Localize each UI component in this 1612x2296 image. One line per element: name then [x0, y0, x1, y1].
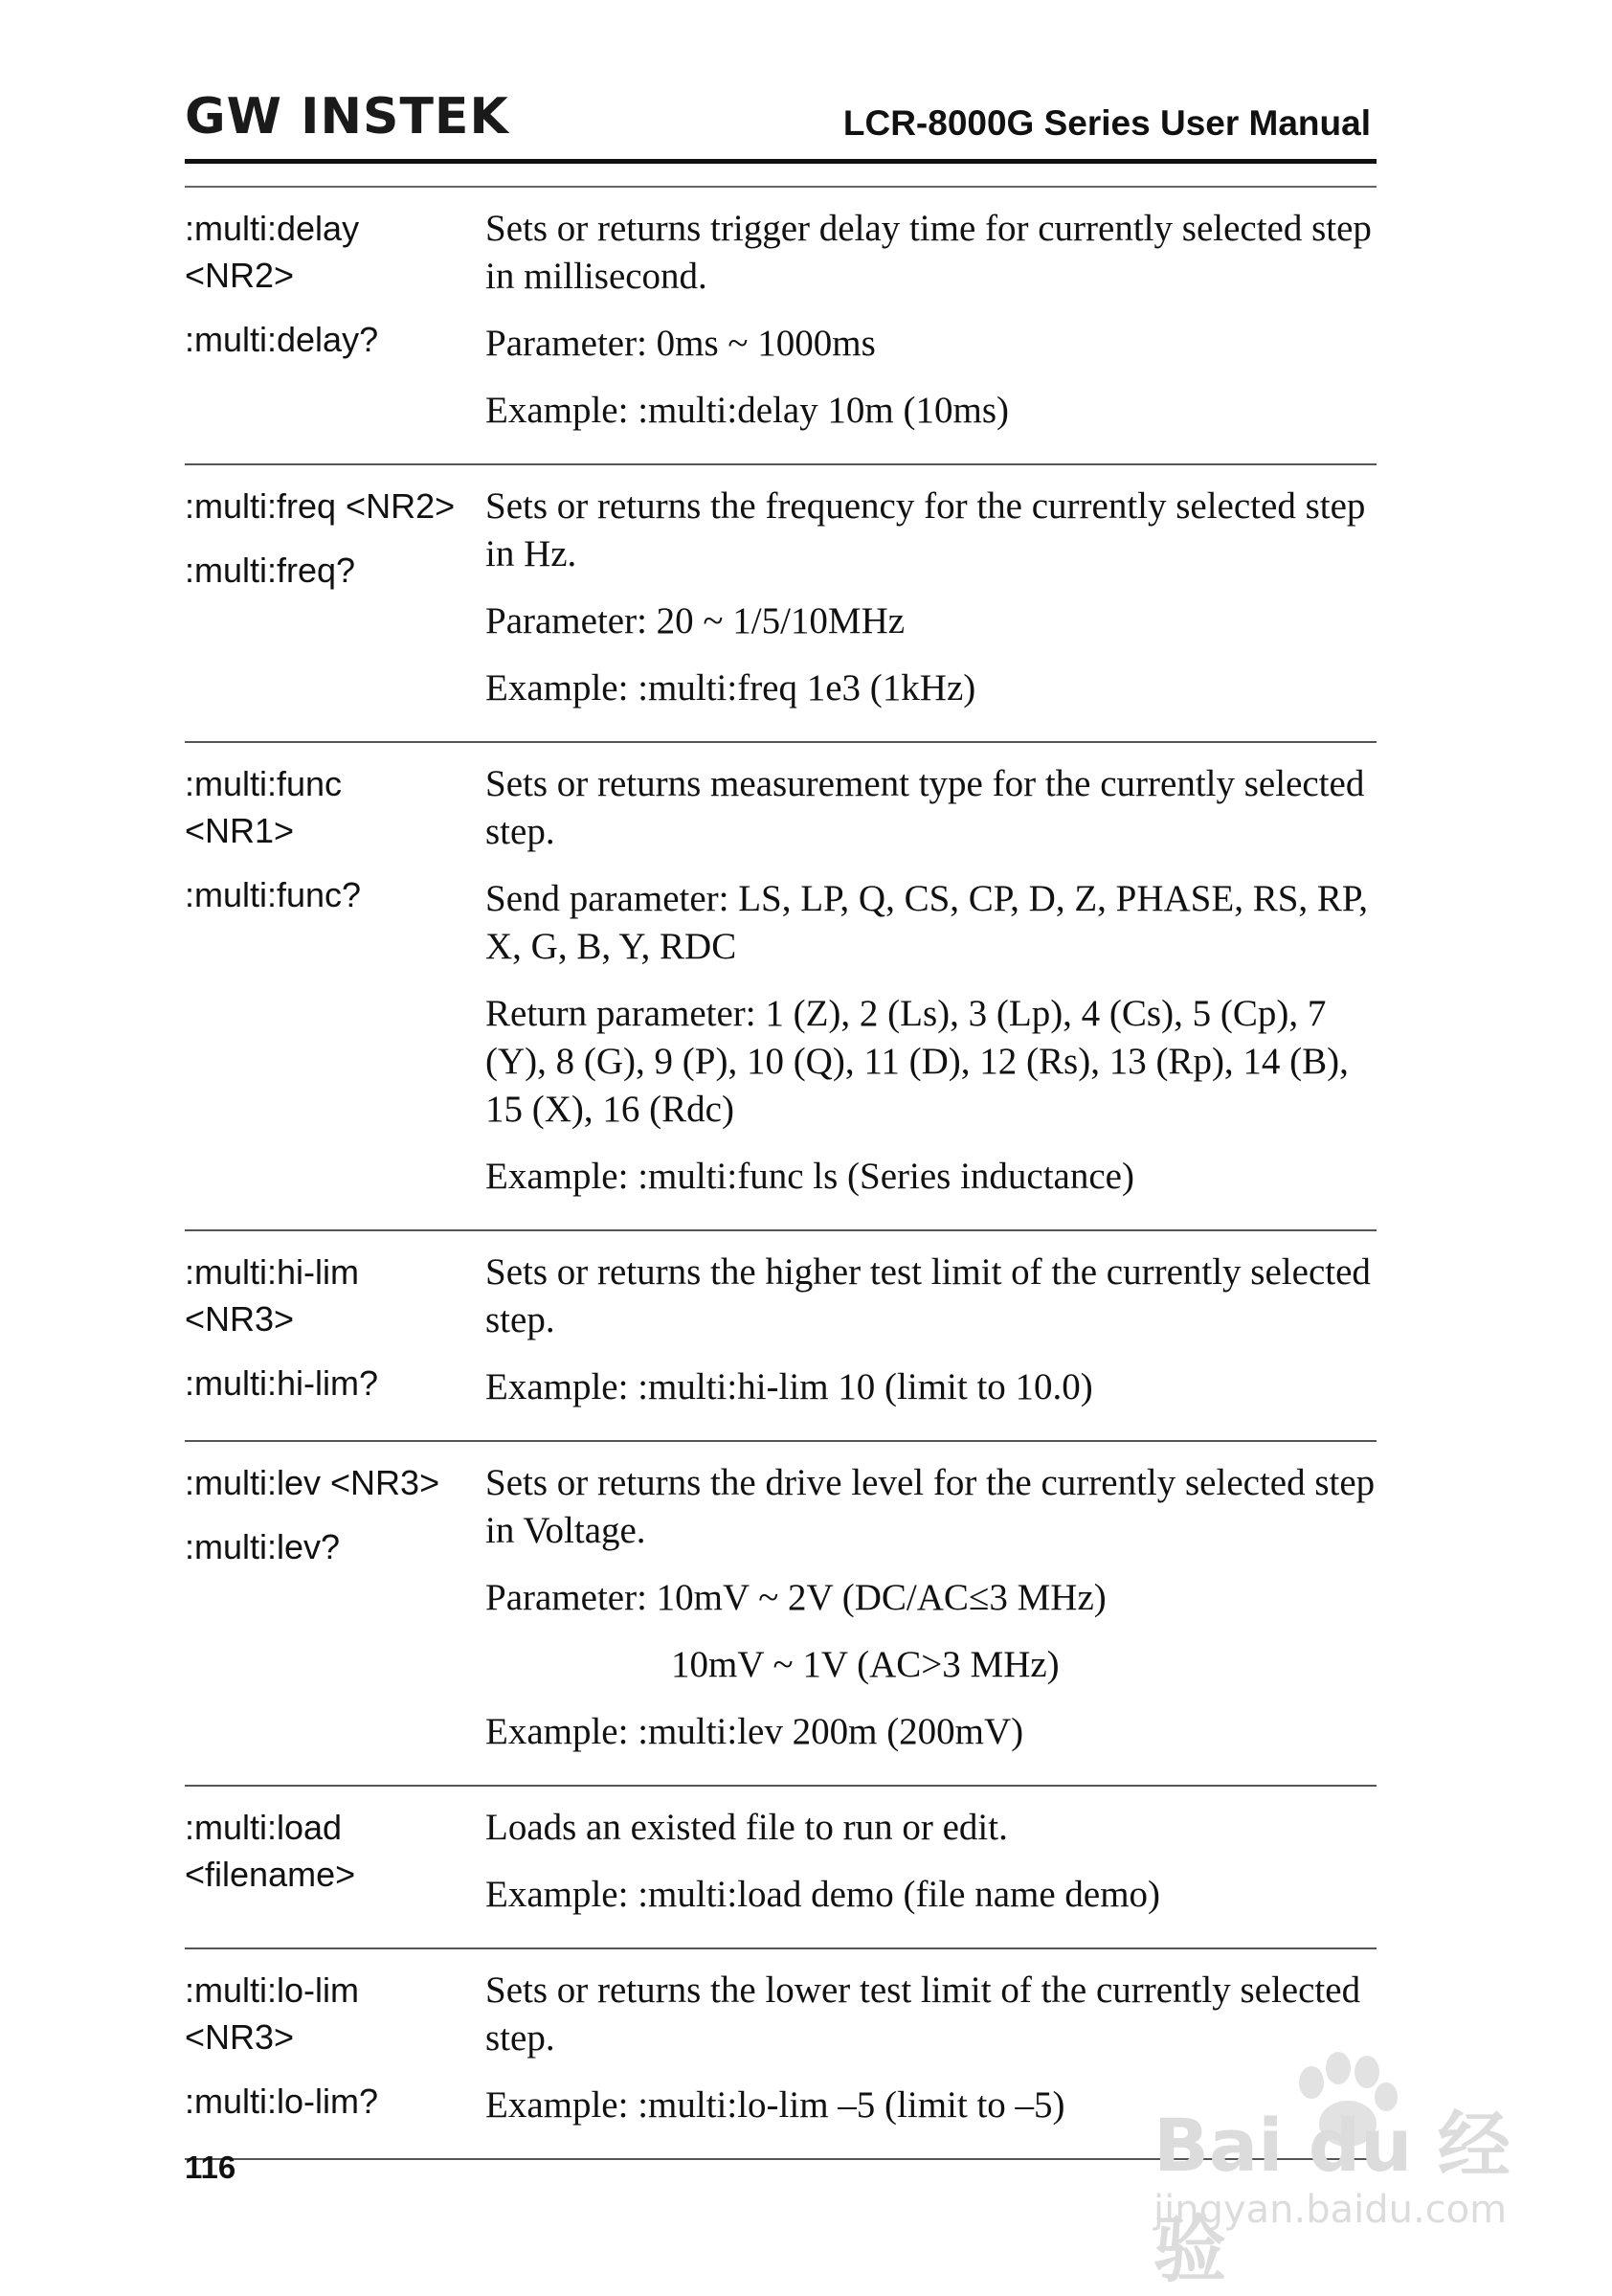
description-cell — [485, 760, 1377, 1220]
command-table — [185, 188, 1377, 2160]
command-query: :multi:lev? — [185, 1527, 341, 1566]
description-text: Sets or returns measurement type for the currently selected step. — [485, 763, 1365, 852]
command-syntax: :multi:delay <NR2> — [185, 209, 360, 295]
gw-instek-logo: GW INSTEK — [185, 88, 509, 146]
example-text: Example: :multi:load demo (file name demo) — [485, 1874, 1161, 1915]
description-text: Loads an existed file to run or edit. — [485, 1807, 1008, 1848]
table-row-multi-delay — [185, 188, 1377, 465]
parameter-text: Parameter: 0ms ~ 1000ms — [485, 323, 876, 364]
command-query: :multi:func? — [185, 875, 362, 914]
table-row-multi-freq — [185, 465, 1377, 743]
example-text: Example: :multi:hi-lim 10 (limit to 10.0) — [485, 1366, 1093, 1407]
command-cell — [185, 1459, 485, 1775]
command-cell — [185, 1804, 485, 1938]
description-text: Sets or returns the lower test limit of the currently selected step. — [485, 1970, 1361, 2059]
watermark-url: jingyan.baidu.com — [1153, 2188, 1508, 2232]
table-row-multi-hi-lim — [185, 1231, 1377, 1442]
command-cell — [185, 1249, 485, 1430]
example-text: Example: :multi:func ls (Series inductance) — [485, 1156, 1134, 1197]
watermark-brand: Bai du 经验 — [1153, 2103, 1511, 2292]
description-cell — [485, 1249, 1377, 1430]
example-text: Example: :multi:delay 10m (10ms) — [485, 390, 1009, 431]
description-cell — [485, 1459, 1377, 1775]
command-cell — [185, 1967, 485, 2149]
command-query: :multi:delay? — [185, 320, 379, 359]
command-syntax: :multi:freq <NR2> — [185, 486, 456, 526]
command-syntax: :multi:lev <NR3> — [185, 1463, 440, 1502]
example-text: Example: :multi:lo-lim –5 (limit to –5) — [485, 2084, 1065, 2126]
send-parameter-text: Send parameter: LS, LP, Q, CS, CP, D, Z, PHASE, RS, RP, X, G, B, Y, RDC — [485, 878, 1369, 967]
description-text: Sets or returns the frequency for the currently selected step in Hz. — [485, 485, 1366, 574]
command-syntax: :multi:load <filename> — [185, 1808, 356, 1894]
command-syntax: :multi:func <NR1> — [185, 764, 343, 850]
description-text: Sets or returns trigger delay time for currently selected step in millisecond. — [485, 208, 1372, 297]
page-number: 116 — [185, 2150, 236, 2185]
command-cell — [185, 483, 485, 732]
command-query: :multi:freq? — [185, 551, 356, 590]
page-header — [185, 88, 1377, 184]
example-text: Example: :multi:lev 200m (200mV) — [485, 1711, 1024, 1752]
table-row-multi-func — [185, 743, 1377, 1231]
description-cell — [485, 483, 1377, 732]
example-text: Example: :multi:freq 1e3 (1kHz) — [485, 667, 976, 709]
description-cell — [485, 1804, 1377, 1938]
header-rule — [185, 159, 1377, 164]
table-row-multi-lev — [185, 1442, 1377, 1787]
parameter-text-continued: 10mV ~ 1V (AC>3 MHz) — [671, 1644, 1060, 1685]
description-text: Sets or returns the drive level for the currently selected step in Voltage. — [485, 1462, 1376, 1551]
manual-title: LCR-8000G Series User Manual — [842, 103, 1371, 143]
command-cell — [185, 205, 485, 454]
parameter-text: Parameter: 20 ~ 1/5/10MHz — [485, 600, 906, 642]
return-parameter-text: Return parameter: 1 (Z), 2 (Ls), 3 (Lp), 4 (Cs), 5 (Cp), 7 (Y), 8 (G), 9 (P), 10 (Q), 11 (D), 12 (Rs), 13 (Rp), 14 (B), 15 (X), 16 (Rdc) — [485, 993, 1349, 1130]
command-query: :multi:lo-lim? — [185, 2082, 379, 2121]
command-query: :multi:hi-lim? — [185, 1363, 379, 1403]
command-cell — [185, 760, 485, 1220]
baidu-watermark — [1153, 2049, 1536, 2292]
table-row-multi-load — [185, 1787, 1377, 1949]
description-text: Sets or returns the higher test limit of the currently selected step. — [485, 1251, 1371, 1340]
parameter-text: Parameter: 10mV ~ 2V (DC/AC≤3 MHz) — [485, 1577, 1107, 1618]
command-syntax: :multi:lo-lim <NR3> — [185, 1970, 360, 2057]
description-cell — [485, 205, 1377, 454]
command-syntax: :multi:hi-lim <NR3> — [185, 1252, 360, 1339]
